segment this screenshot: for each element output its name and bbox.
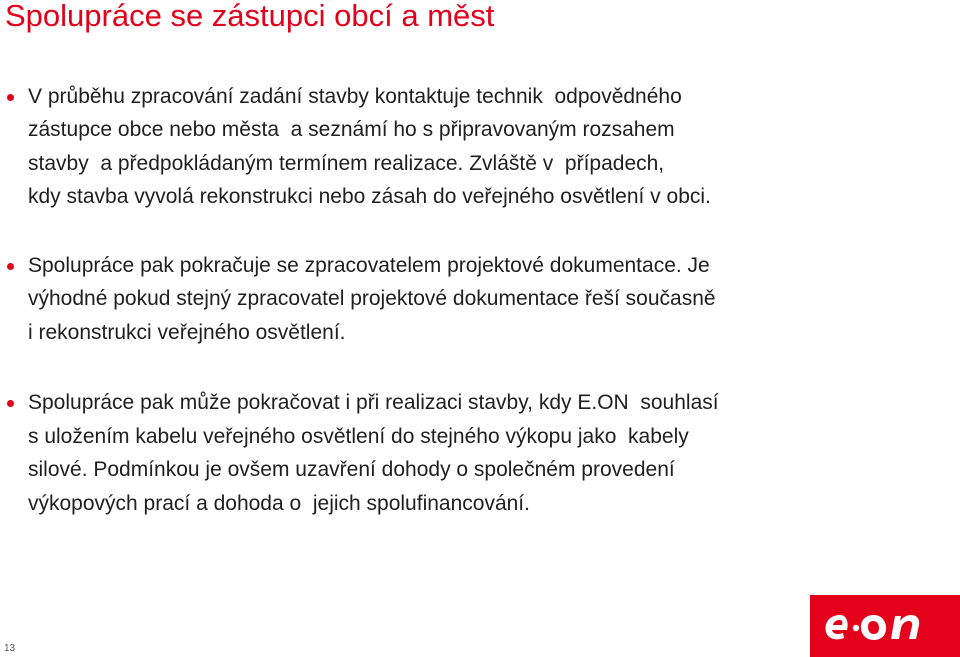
bullet-3-line-2: s uložením kabelu veřejného osvětlení do stejného výkopu jako kabely <box>28 425 689 448</box>
bullet-marker <box>7 94 14 101</box>
slide-title: Spolupráce se zástupci obcí a měst <box>5 0 495 33</box>
page-number: 13 <box>4 643 16 654</box>
eon-logo <box>810 595 960 657</box>
bullet-1-line-2: zástupce obce nebo města a seznámí ho s připravovaným rozsahem <box>28 118 675 141</box>
bullet-3-line-3: silové. Podmínkou je ovšem uzavření dohody o společném provedení <box>28 458 675 481</box>
bullet-2-line-2: výhodné pokud stejný zpracovatel projektové dokumentace řeší současně <box>28 287 716 310</box>
bullet-1-line-1: V průběhu zpracování zadání stavby kontaktuje technik odpovědného <box>28 85 682 108</box>
bullet-marker <box>7 400 14 407</box>
eon-logo-icon <box>810 595 960 657</box>
bullet-2-line-1: Spolupráce pak pokračuje se zpracovatelem projektové dokumentace. Je <box>28 254 710 277</box>
bullet-3-line-1: Spolupráce pak může pokračovat i při realizaci stavby, kdy E.ON souhlasí <box>28 391 719 414</box>
bullet-1-line-3: stavby a předpokládaným termínem realizace. Zvláště v případech, <box>28 152 665 175</box>
bullet-1-line-4: kdy stavba vyvolá rekonstrukci nebo zásah do veřejného osvětlení v obci. <box>28 185 711 208</box>
bullet-2-line-3: i rekonstrukci veřejného osvětlení. <box>28 321 346 344</box>
bullet-3-line-4: výkopových prací a dohoda o jejich spolufinancování. <box>28 492 530 515</box>
bullet-marker <box>7 263 14 270</box>
